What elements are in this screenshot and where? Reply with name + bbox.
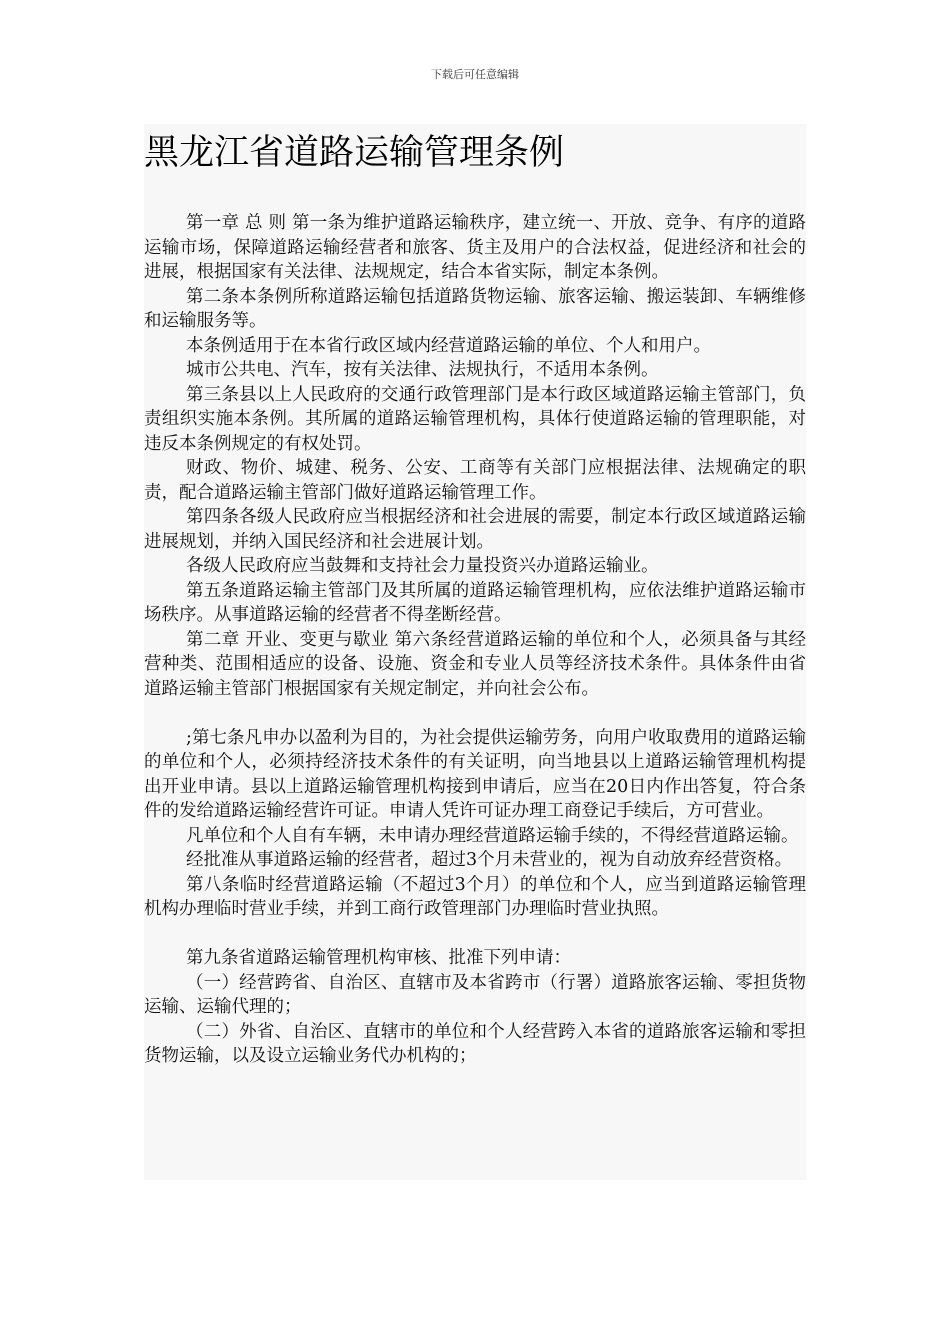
- paragraph-article5: 第五条道路运输主管部门及其所属的道路运输管理机构，应依法维护道路运输市场秩序。从事道路运输的经营者不得垄断经营。: [144, 580, 806, 625]
- paragraph-item2: （二）外省、自治区、直辖市的单位和个人经营跨入本省的道路旅客运输和零担货物运输，以及设立运输业务代办机构的；: [144, 1021, 806, 1066]
- paragraph-abandon: 经批准从事道路运输的经营者，超过3个月未营业的，视为自动放弃经营资格。: [186, 850, 793, 870]
- paragraph-article4: 第四条各级人民政府应当根据经济和社会进展的需要，制定本行政区域道路运输进展规划，并纳入国民经济和社会进展计划。: [144, 507, 806, 552]
- document-content: [144, 124, 806, 1180]
- paragraph-item1: （一）经营跨省、自治区、直辖市及本省跨市（行署）道路旅客运输、零担货物运输、运输代理的；: [144, 972, 806, 1017]
- paragraph-article2: 第二条本条例所称道路运输包括道路货物运输、旅客运输、搬运装卸、车辆维修和运输服务等。: [144, 286, 806, 331]
- paragraph-scope: 本条例适用于在本省行政区域内经营道路运输的单位、个人和用户。: [186, 335, 711, 356]
- paragraph-gap: [144, 701, 806, 726]
- paragraph-article8: 第八条临时经营道路运输（不超过3个月）的单位和个人，应当到道路运输管理机构办理临时营业手续，并到工商行政管理部门办理临时营业执照。: [144, 874, 806, 919]
- paragraph-encourage: 各级人民政府应当鼓舞和支持社会力量投资兴办道路运输业。: [186, 556, 659, 576]
- paragraph-gap: [144, 922, 806, 947]
- paragraph-article3: 第三条县以上人民政府的交通行政管理部门是本行政区域道路运输主管部门，负责组织实施本条例。其所属的道路运输管理机构，具体行使道路运输的管理职能，对违反本条例规定的有权处罚。: [144, 384, 806, 454]
- paragraph-article9: 第九条省道路运输管理机构审核、批准下列申请：: [186, 948, 571, 968]
- paragraph-chapter2-article6: 第二章 开业、变更与歇业 第六条经营道路运输的单位和个人，必须具备与其经营种类、范围相适应的设备、设施、资金和专业人员等经济技术条件。具体条件由省道路运输主管部门根据国家有关规定制定，并向社会公布。: [144, 629, 806, 699]
- document-body: [144, 211, 806, 1069]
- paragraph-exclusion: 城市公共电、汽车，按有关法律、法规执行，不适用本条例。: [186, 360, 659, 380]
- paragraph-departments: 财政、物价、城建、税务、公安、工商等有关部门应根据法律、法规确定的职责，配合道路运输主管部门做好道路运输管理工作。: [144, 458, 806, 503]
- paragraph-chapter1-article1: 第一章 总 则 第一条为维护道路运输秩序，建立统一、开放、竞争、有序的道路运输市场，保障道路运输经营者和旅客、货主及用户的合法权益，促进经济和社会的进展，根据国家有关法律、法规规定，结合本省实际，制定本条例。: [144, 213, 806, 282]
- document-title: 黑龙江省道路运输管理条例: [144, 133, 565, 173]
- header-note: 下载后可任意编辑: [431, 68, 519, 81]
- paragraph-own-vehicles: 凡单位和个人自有车辆，未申请办理经营道路运输手续的，不得经营道路运输。: [186, 825, 799, 846]
- paragraph-article7: ;第七条凡申办以盈利为目的，为社会提供运输劳务，向用户收取费用的道路运输的单位和个人，必须持经济技术条件的有关证明，向当地县以上道路运输管理机构提出开业申请。县以上道路运输管理机构接到申请后，应当在20日内作出答复，符合条件的发给道路运输经营许可证。申请人凭许可证办理工商登记手续后，方可营业。: [144, 727, 806, 821]
